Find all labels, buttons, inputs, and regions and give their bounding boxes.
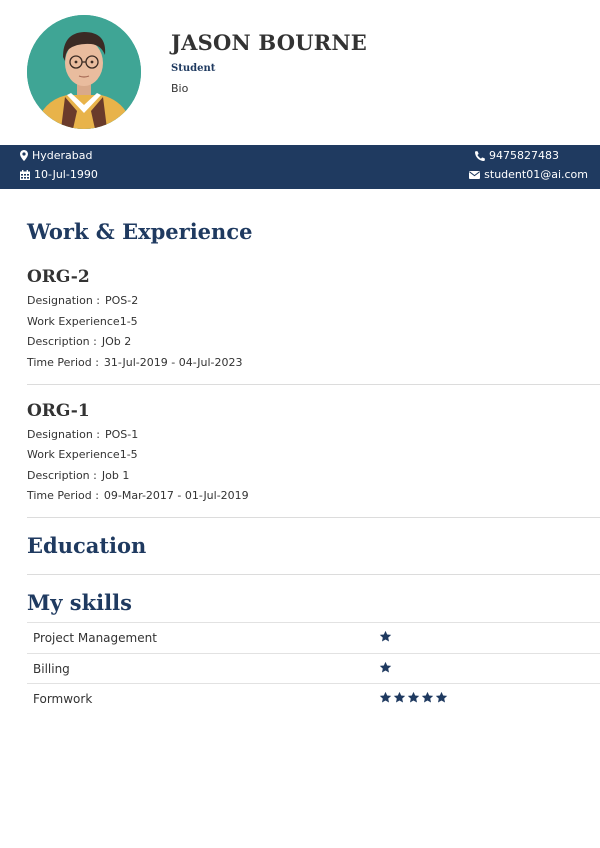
- skill-rating: [379, 630, 392, 643]
- dob-item: [20, 168, 98, 181]
- description-value: JOb 2: [101, 335, 132, 348]
- experience-label: Work Experience: [27, 448, 120, 461]
- designation-label: Designation :: [27, 294, 100, 307]
- profile-bio: Bio: [171, 82, 189, 95]
- star-icon: [407, 691, 420, 704]
- experience-label: Work Experience: [27, 315, 120, 328]
- calendar-icon: [20, 170, 30, 180]
- period-label: Time Period :: [27, 356, 99, 369]
- period-row: [27, 356, 243, 369]
- skill-name: Billing: [33, 661, 70, 676]
- profile-name: JASON BOURNE: [171, 30, 367, 55]
- description-label: Description :: [27, 335, 97, 348]
- experience-value: 1-5: [119, 315, 138, 328]
- divider: [27, 384, 600, 385]
- org-name: ORG-1: [27, 401, 90, 421]
- star-icon: [379, 630, 392, 643]
- period-row: [27, 489, 249, 502]
- contact-bar: [0, 145, 600, 189]
- description-value: Job 1: [101, 469, 130, 482]
- period-value: 09-Mar-2017 - 01-Jul-2019: [103, 489, 249, 502]
- description-row: [27, 469, 129, 482]
- phone-item: [475, 149, 559, 162]
- skill-name: Formwork: [33, 692, 93, 706]
- star-icon: [379, 691, 392, 704]
- designation-value: POS-2: [105, 294, 139, 307]
- profile-role: Student: [171, 63, 216, 74]
- skill-row: [27, 622, 600, 653]
- dob-text: 10-Jul-1990: [34, 168, 98, 181]
- email-text: student01@ai.com: [484, 168, 588, 181]
- star-icon: [435, 691, 448, 704]
- phone-icon: [475, 151, 485, 161]
- email-item: [469, 168, 588, 181]
- map-marker-icon: [20, 150, 28, 161]
- period-value: 31-Jul-2019 - 04-Jul-2023: [103, 356, 243, 369]
- experience-row: [27, 448, 138, 461]
- envelope-icon: [469, 171, 480, 179]
- skill-row: [27, 653, 600, 684]
- work-section-title: Work & Experience: [27, 219, 253, 244]
- location-item: [20, 149, 93, 162]
- experience-row: [27, 315, 138, 328]
- star-icon: [421, 691, 434, 704]
- experience-value: 1-5: [119, 448, 138, 461]
- star-icon: [393, 691, 406, 704]
- designation-label: Designation :: [27, 428, 100, 441]
- skills-table: [27, 622, 600, 714]
- description-row: [27, 335, 131, 348]
- description-label: Description :: [27, 469, 97, 482]
- star-icon: [379, 661, 392, 674]
- skill-name: Project Management: [33, 631, 157, 645]
- skill-rating: [379, 661, 392, 674]
- divider: [27, 517, 600, 518]
- designation-value: POS-1: [105, 428, 139, 441]
- skill-rating: [379, 691, 448, 704]
- avatar: [27, 15, 141, 129]
- designation-row: [27, 294, 138, 307]
- skills-section-title: My skills: [27, 590, 132, 615]
- education-section-title: Education: [27, 533, 147, 558]
- period-label: Time Period :: [27, 489, 99, 502]
- profile-header: [0, 0, 600, 145]
- org-name: ORG-2: [27, 267, 90, 287]
- location-text: Hyderabad: [32, 149, 93, 162]
- avatar-illustration: [27, 15, 141, 129]
- designation-row: [27, 428, 138, 441]
- skill-row: [27, 683, 600, 714]
- phone-text: 9475827483: [489, 149, 559, 162]
- divider: [27, 574, 600, 575]
